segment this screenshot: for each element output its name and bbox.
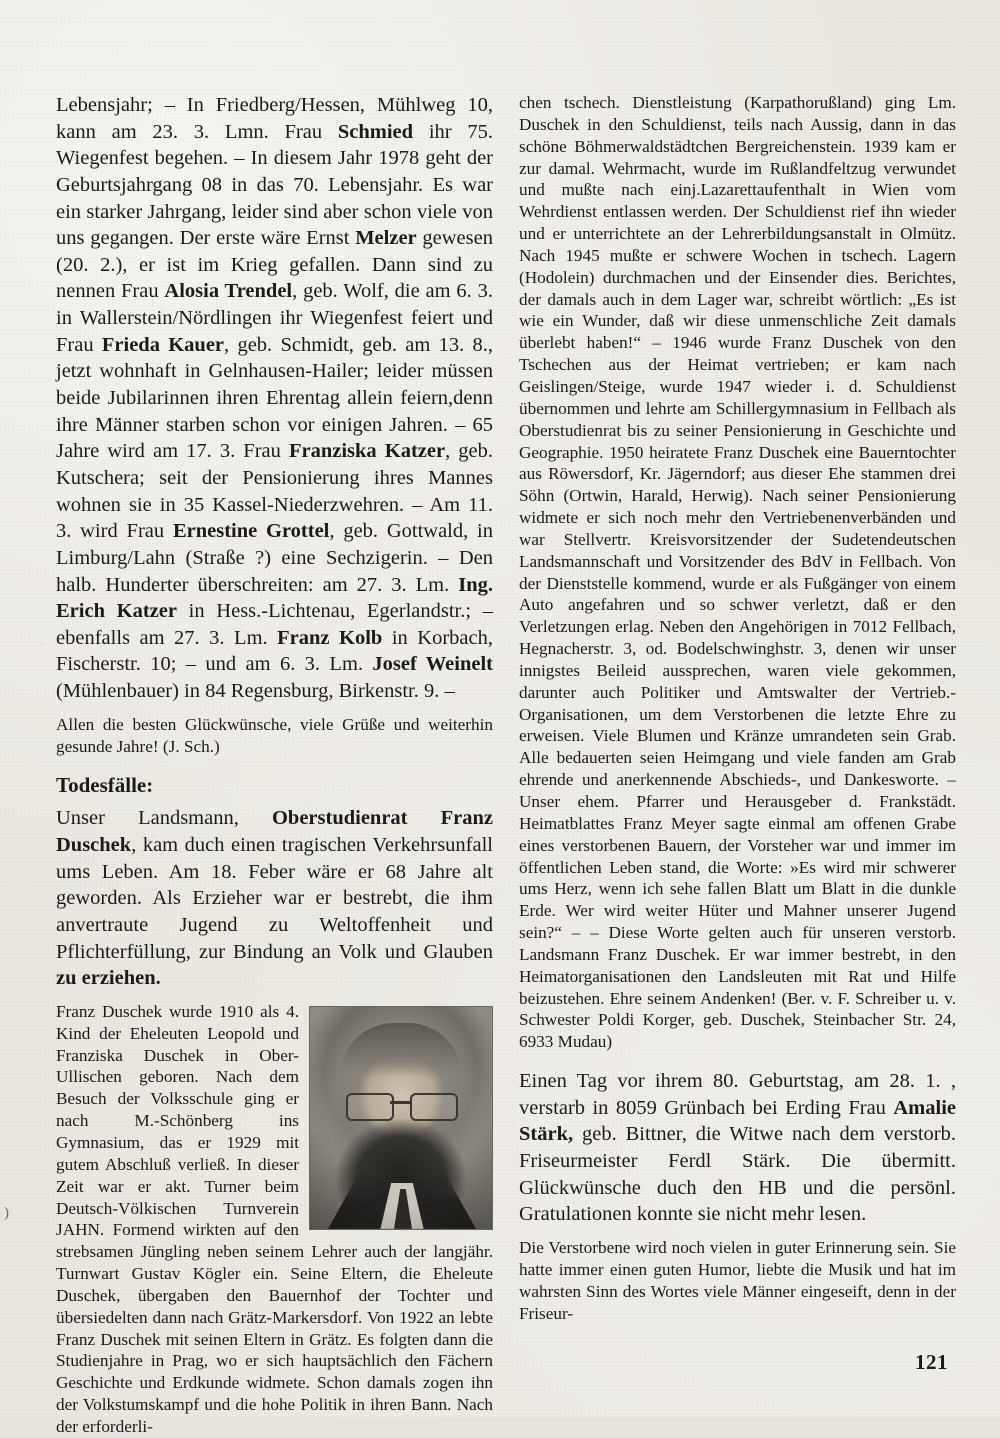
left-paragraph-1: Lebensjahr; – In Friedberg/Hessen, Mühlweg 10, kann am 23. 3. Lmn. Frau Schmied ihr 75. Wiegenfest begehen. – In diesem Jahr 1978 geht der Geburtsjahrgang 08 in das 70. Lebensjahr. Es war ein starker Jahrgang, leider sind aber schon viele von uns gegangen. Der erste wäre Ernst Melzer gewesen (20. 2.), er ist im Krieg gefallen. Dann sind zu nennen Frau Alosia Trendel, geb. Wolf, die am 6. 3. in Wallerstein/Nördlingen ihr Wiegenfest feiert und Frau Frieda Kauer, geb. Schmidt, geb. am 13. 8., jetzt wohnhaft in Gelnhausen-Hailer; leider müssen beide Jubilarinnen ihren Ehrentag allein feiern,denn ihre Männer starben schon vor einigen Jahren. – 65 Jahre wird am 17. 3. Frau Franziska Katzer, geb. Kutschera; seit der Pensionierung ihres Mannes wohnen sie in 35 Kassel-Niederzwehren. – Am 11. 3. wird Frau Ernestine Grottel, geb. Gottwald, in Limburg/Lahn (Straße ?) eine Sechzigerin. – Den halb. Hunderter überschreiten: am 27. 3. Lm. Ing. Erich Katzer in Hess.-Lichtenau, Egerlandstr.; – ebenfalls am 27. 3. Lm. Franz Kolb in Korbach, Fischerstr. 10; – und am 6. 3. Lm. Josef Weinelt (Mühlenbauer) in 84 Regensburg, Birkenstr. 9. – [56,94,494,703]
section-heading-obituaries: Todesfälle: [56,773,154,798]
page-number: 121 [915,1350,948,1374]
right-column [519,92,956,1438]
left-column [56,92,493,1438]
portrait-photo-image [310,1007,492,1229]
portrait-photo [309,1006,493,1230]
right-paragraph-3: Die Verstorbene wird noch vielen in guter Erinnerung sein. Sie hatte immer einen guten Humor, liebte die Musik und hat im wahrsten Sinn des Wortes viele Männer eingeseift, denn in der Friseur- [519,1237,956,1323]
two-column-body [56,92,956,1438]
left-paragraph-2: Allen die besten Glückwünsche, viele Grüße und weiterhin gesunde Jahre! (J. Sch.) [56,714,493,756]
left-paragraph-4: Franz Duschek wurde 1910 als 4. Kind der Eheleuten Leopold und Franziska Duschek in Ober-Ullischen geboren. Nach dem Besuch der Volksschule ging er nach M.-Schönberg ins Gymnasium, das er 1929 mit gutem Abschluß verließ. In dieser Zeit war er akt. Turner beim Deutsch-Völkischen Turnverein JAHN. Formend wirkten auf den strebsamen Jüngling neben seinem Lehrer auch der langjähr. Turnwart Gustav Kögler ein. Seine Eltern, die Eheleute Duschek, übergaben den Bauernhof der Tochter und übersiedelten dann nach Grätz-Markersdorf. Von 1922 an lebte Franz Duschek mit seinen Eltern in Grätz. Es folgten dann die Studienjahre in Prag, wo er sich hauptsächlich den Fächern Geschichte und Erdkunde widmete. Schon damals zogen ihn der Volkstumskampf und die hohe Politik in ihren Bann. Nach der erforderli- [56,1001,493,1436]
right-paragraph-1: chen tschech. Dienstleistung (Karpathorußland) ging Lm. Duschek in den Schuldienst, teils nach Aussig, dann in das schöne Böhmerwaldstädtchen Bergreichenstein. 1939 kam er zur damal. Wehrmacht, wurde im Rußlandfeltzug verwundet und mußte nach einj.Lazarettaufenthalt in Wien vom Wehrdienst entlassen werden. Der Schuldienst rief ihn wieder und er unterrichtete an der Lehrerbildungsanstalt in Olmütz. Nach 1945 mußte er schwere Wochen in tschech. Lagern (Hodolein) durchmachen und der Einsender dies. Berichtes, der damals auch in dem Lager war, schreibt wörtlich: „Es ist wie ein Wunder, daß wir diese unmenschliche Zeit damals überlebt haben!“ – 1946 wurde Franz Duschek von den Tschechen aus der Heimat vertrieben; er kam nach Geislingen/Steige, wurde 1947 wieder i. d. Schuldienst übernommen und lehrte am Schillergymnasium in Fellbach als Oberstudienrat bis zu seiner Pensionierung in Geschichte und Geographie. 1950 heiratete Franz Duschek eine Bauerntochter aus Röwersdorf, Kr. Jägerndorf; aus dieser Ehe stammen drei Söhn (Ortwin, Harald, Herwig). Nach seiner Pensionierung widmete er sich noch mehr den Vertriebenenverbänden und war Stellvertr. Kreisvorsitzender der Sudetendeutschen Landsmannschaft und Vorsitzender des BdV in Fellbach. Von der Dienststelle kommend, wurde er als Fußgänger von einem Auto angefahren und so schwer verletzt, daß er den Verletzungen erlag. Neben den Angehörigen in 7012 Fellbach, Hegnacherstr. 3, od. Bodelschwinghstr. 3, denen wir unser innigstes Beileid aussprechen, waren viele gekommen, darunter auch Politiker und Amtswalter der Vertrieb.-Organisationen, um dem Verstorbenen die letzte Ehre zu erweisen. Viele Blumen und Kränze umrandeten sein Grab. Alle bedauerten seien Heimgang und viele fanden am Grab ehrende und anerkennende Abschieds-, und Dankesworte. – Unser ehem. Pfarrer und Herausgeber d. Frankstädt. Heimatblattes Franz Meyer sagte einmal am offenen Grabe eines verstorbenen Bauern, der Vorsteher war und immer im öffentlichen Leben stand, die Worte: »Es wird mir schwerer ums Herz, wenn ich sehe fallen Blatt um Blatt in die dunkle Erde. Wer wird weiter Hüter und Mahner unserer Jugend sein?“ – – Diese Worte gelten auch für unseren verstorb. Landsmann Franz Duschek. Er war immer bestrebt, in den Heimatorganisationen den Landsleuten mit Rat und Hilfe beizustehen. Ehre seinem Andenken! (Ber. v. F. Schreiber u. v. Schwester Poldi Korger, geb. Duschek, Steinbacher Str. 24, 6933 Mudau) [519,93,956,1052]
right-paragraph-2: Einen Tag vor ihrem 80. Geburtstag, am 28. 1. , verstarb in 8059 Grünbach bei Erding Frau Amalie Stärk, geb. Bittner, die Witwe nach dem verstorb. Friseurmeister Ferdl Stärk. Die übermitt. Glückwünsche duch den HB und die persönl. Gratulationen konnte sie nicht mehr lesen. [519,1070,956,1226]
left-paragraph-3: Unser Landsmann, Oberstudienrat Franz Duschek, kam duch einen tragischen Verkehrsunfall ums Leben. Am 18. Feber wäre er 68 Jahre alt geworden. Als Erzieher war er bestrebt, die ihm anvertraute Jugend zu Weltoffenheit und Pflichterfüllung, zur Bindung an Volk und Glauben zu erziehen. [56,807,493,990]
portrait-vignette [310,1007,492,1229]
margin-artifact: ) [4,1205,9,1221]
